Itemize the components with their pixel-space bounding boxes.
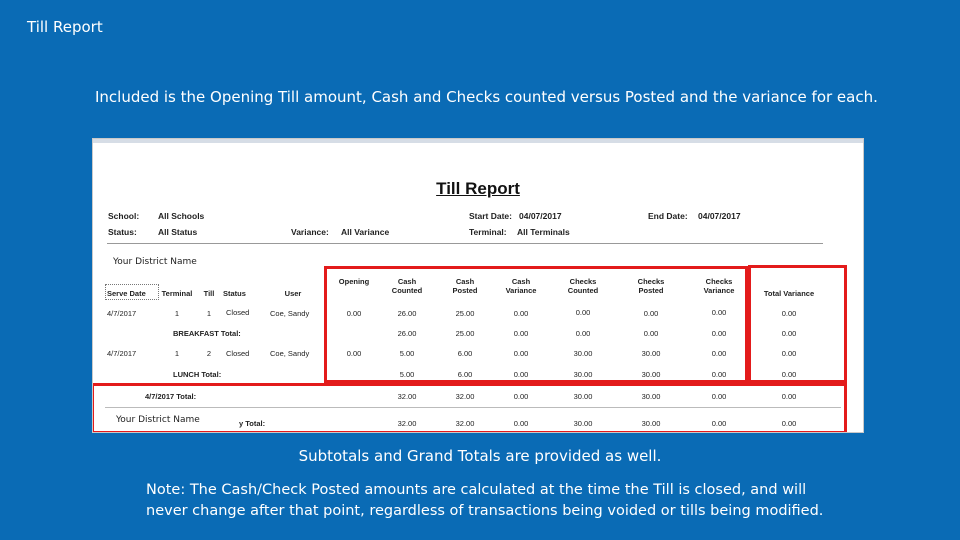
col-serve-date: Serve Date [107,289,146,298]
highlight-totals-box [92,383,847,433]
dt-cash-counted: 32.00 [397,392,417,401]
subtitle-text: Subtotals and Grand Totals are provided as well. [298,447,662,465]
col-checks-counted: Checks Counted [567,277,599,295]
row1-till: 1 [206,309,212,318]
row1-status: Closed [226,308,250,317]
bt-checks-counted: 0.00 [575,329,591,338]
bt-cash-posted: 25.00 [455,329,475,338]
row1-user: Coe, Sandy [270,309,310,318]
grand-total-label: y Total: [239,419,266,428]
col-cash-variance: Cash Variance [505,277,537,295]
row1-cash-variance: 0.00 [513,309,529,318]
highlight-total-variance-box [748,265,847,383]
col-terminal: Terminal [161,289,193,298]
status-value: All Status [158,227,198,237]
row1-checks-posted: 0.00 [643,309,659,318]
col-user: User [284,289,302,298]
school-value: All Schools [158,211,205,221]
bt-checks-variance: 0.00 [711,329,727,338]
district-name: Your District Name [113,257,197,267]
terminal-value: All Terminals [517,227,570,237]
terminal-label: Terminal: [469,227,507,237]
variance-label: Variance: [291,227,329,237]
lt-checks-posted: 30.00 [641,370,661,379]
dt-total-variance: 0.00 [781,392,797,401]
report-screenshot [92,138,864,433]
dt-checks-posted: 30.00 [641,392,661,401]
dt-cash-variance: 0.00 [513,392,529,401]
window-top-bar [93,139,863,143]
row1-cash-counted: 26.00 [397,309,417,318]
variance-value: All Variance [341,227,390,237]
row1-checks-counted: 0.00 [575,308,591,317]
start-date-label: Start Date: [469,211,512,221]
col-cash-posted: Cash Posted [452,277,478,295]
lunch-total-label: LUNCH Total: [173,370,222,379]
row2-cash-variance: 0.00 [513,349,529,358]
bt-total-variance: 0.00 [781,329,797,338]
col-checks-posted: Checks Posted [637,277,665,295]
row2-cash-posted: 6.00 [457,349,473,358]
lt-checks-counted: 30.00 [573,370,593,379]
row1-date: 4/7/2017 [107,309,137,318]
row1-terminal: 1 [174,309,180,318]
divider [107,243,823,244]
row2-till: 2 [206,349,212,358]
gt-cash-variance: 0.00 [513,419,529,428]
bt-checks-posted: 0.00 [643,329,659,338]
report-title: Till Report [436,179,520,198]
col-total-variance: Total Variance [763,289,815,298]
date-total-label: 4/7/2017 Total: [145,392,197,401]
gt-checks-variance: 0.00 [711,419,727,428]
row1-cash-posted: 25.00 [455,309,475,318]
row1-checks-variance: 0.00 [711,308,727,317]
col-opening: Opening [338,277,370,286]
lt-cash-counted: 5.00 [399,370,415,379]
school-label: School: [108,211,140,221]
row2-checks-variance: 0.00 [711,349,727,358]
slide-title: Till Report [27,18,103,36]
gt-checks-posted: 30.00 [641,419,661,428]
row2-total-variance: 0.00 [781,349,797,358]
lt-cash-posted: 6.00 [457,370,473,379]
row2-checks-posted: 30.00 [641,349,661,358]
lt-cash-variance: 0.00 [513,370,529,379]
row2-user: Coe, Sandy [270,349,310,358]
row2-checks-counted: 30.00 [573,349,593,358]
end-date-value: 04/07/2017 [698,211,741,221]
row2-opening: 0.00 [346,349,362,358]
bt-cash-variance: 0.00 [513,329,529,338]
dt-cash-posted: 32.00 [455,392,475,401]
note-text: Note: The Cash/Check Posted amounts are calculated at the time the Till is closed, and will never change after that point, regardless of transactions being voided or tills being modified. [146,482,824,519]
bt-cash-counted: 26.00 [397,329,417,338]
start-date-value: 04/07/2017 [519,211,562,221]
gt-cash-posted: 32.00 [455,419,475,428]
gt-cash-counted: 32.00 [397,419,417,428]
district-name-bottom: Your District Name [116,415,200,425]
col-cash-counted: Cash Counted [391,277,423,295]
row2-status: Closed [226,349,250,358]
gt-total-variance: 0.00 [781,419,797,428]
lt-checks-variance: 0.00 [711,370,727,379]
end-date-label: End Date: [648,211,688,221]
dt-checks-variance: 0.00 [711,392,727,401]
row2-terminal: 1 [174,349,180,358]
dt-checks-counted: 30.00 [573,392,593,401]
status-label: Status: [108,227,137,237]
gt-checks-counted: 30.00 [573,419,593,428]
col-checks-variance: Checks Variance [703,277,735,295]
row1-opening: 0.00 [346,309,362,318]
row2-date: 4/7/2017 [107,349,137,358]
intro-text: Included is the Opening Till amount, Cash and Checks counted versus Posted and the variance for each. [95,88,878,106]
row1-total-variance: 0.00 [781,309,797,318]
breakfast-total-label: BREAKFAST Total: [173,329,241,338]
col-status: Status [223,289,246,298]
highlight-columns-box [324,266,748,383]
row2-cash-counted: 5.00 [399,349,415,358]
col-till: Till [203,289,215,298]
lt-total-variance: 0.00 [781,370,797,379]
